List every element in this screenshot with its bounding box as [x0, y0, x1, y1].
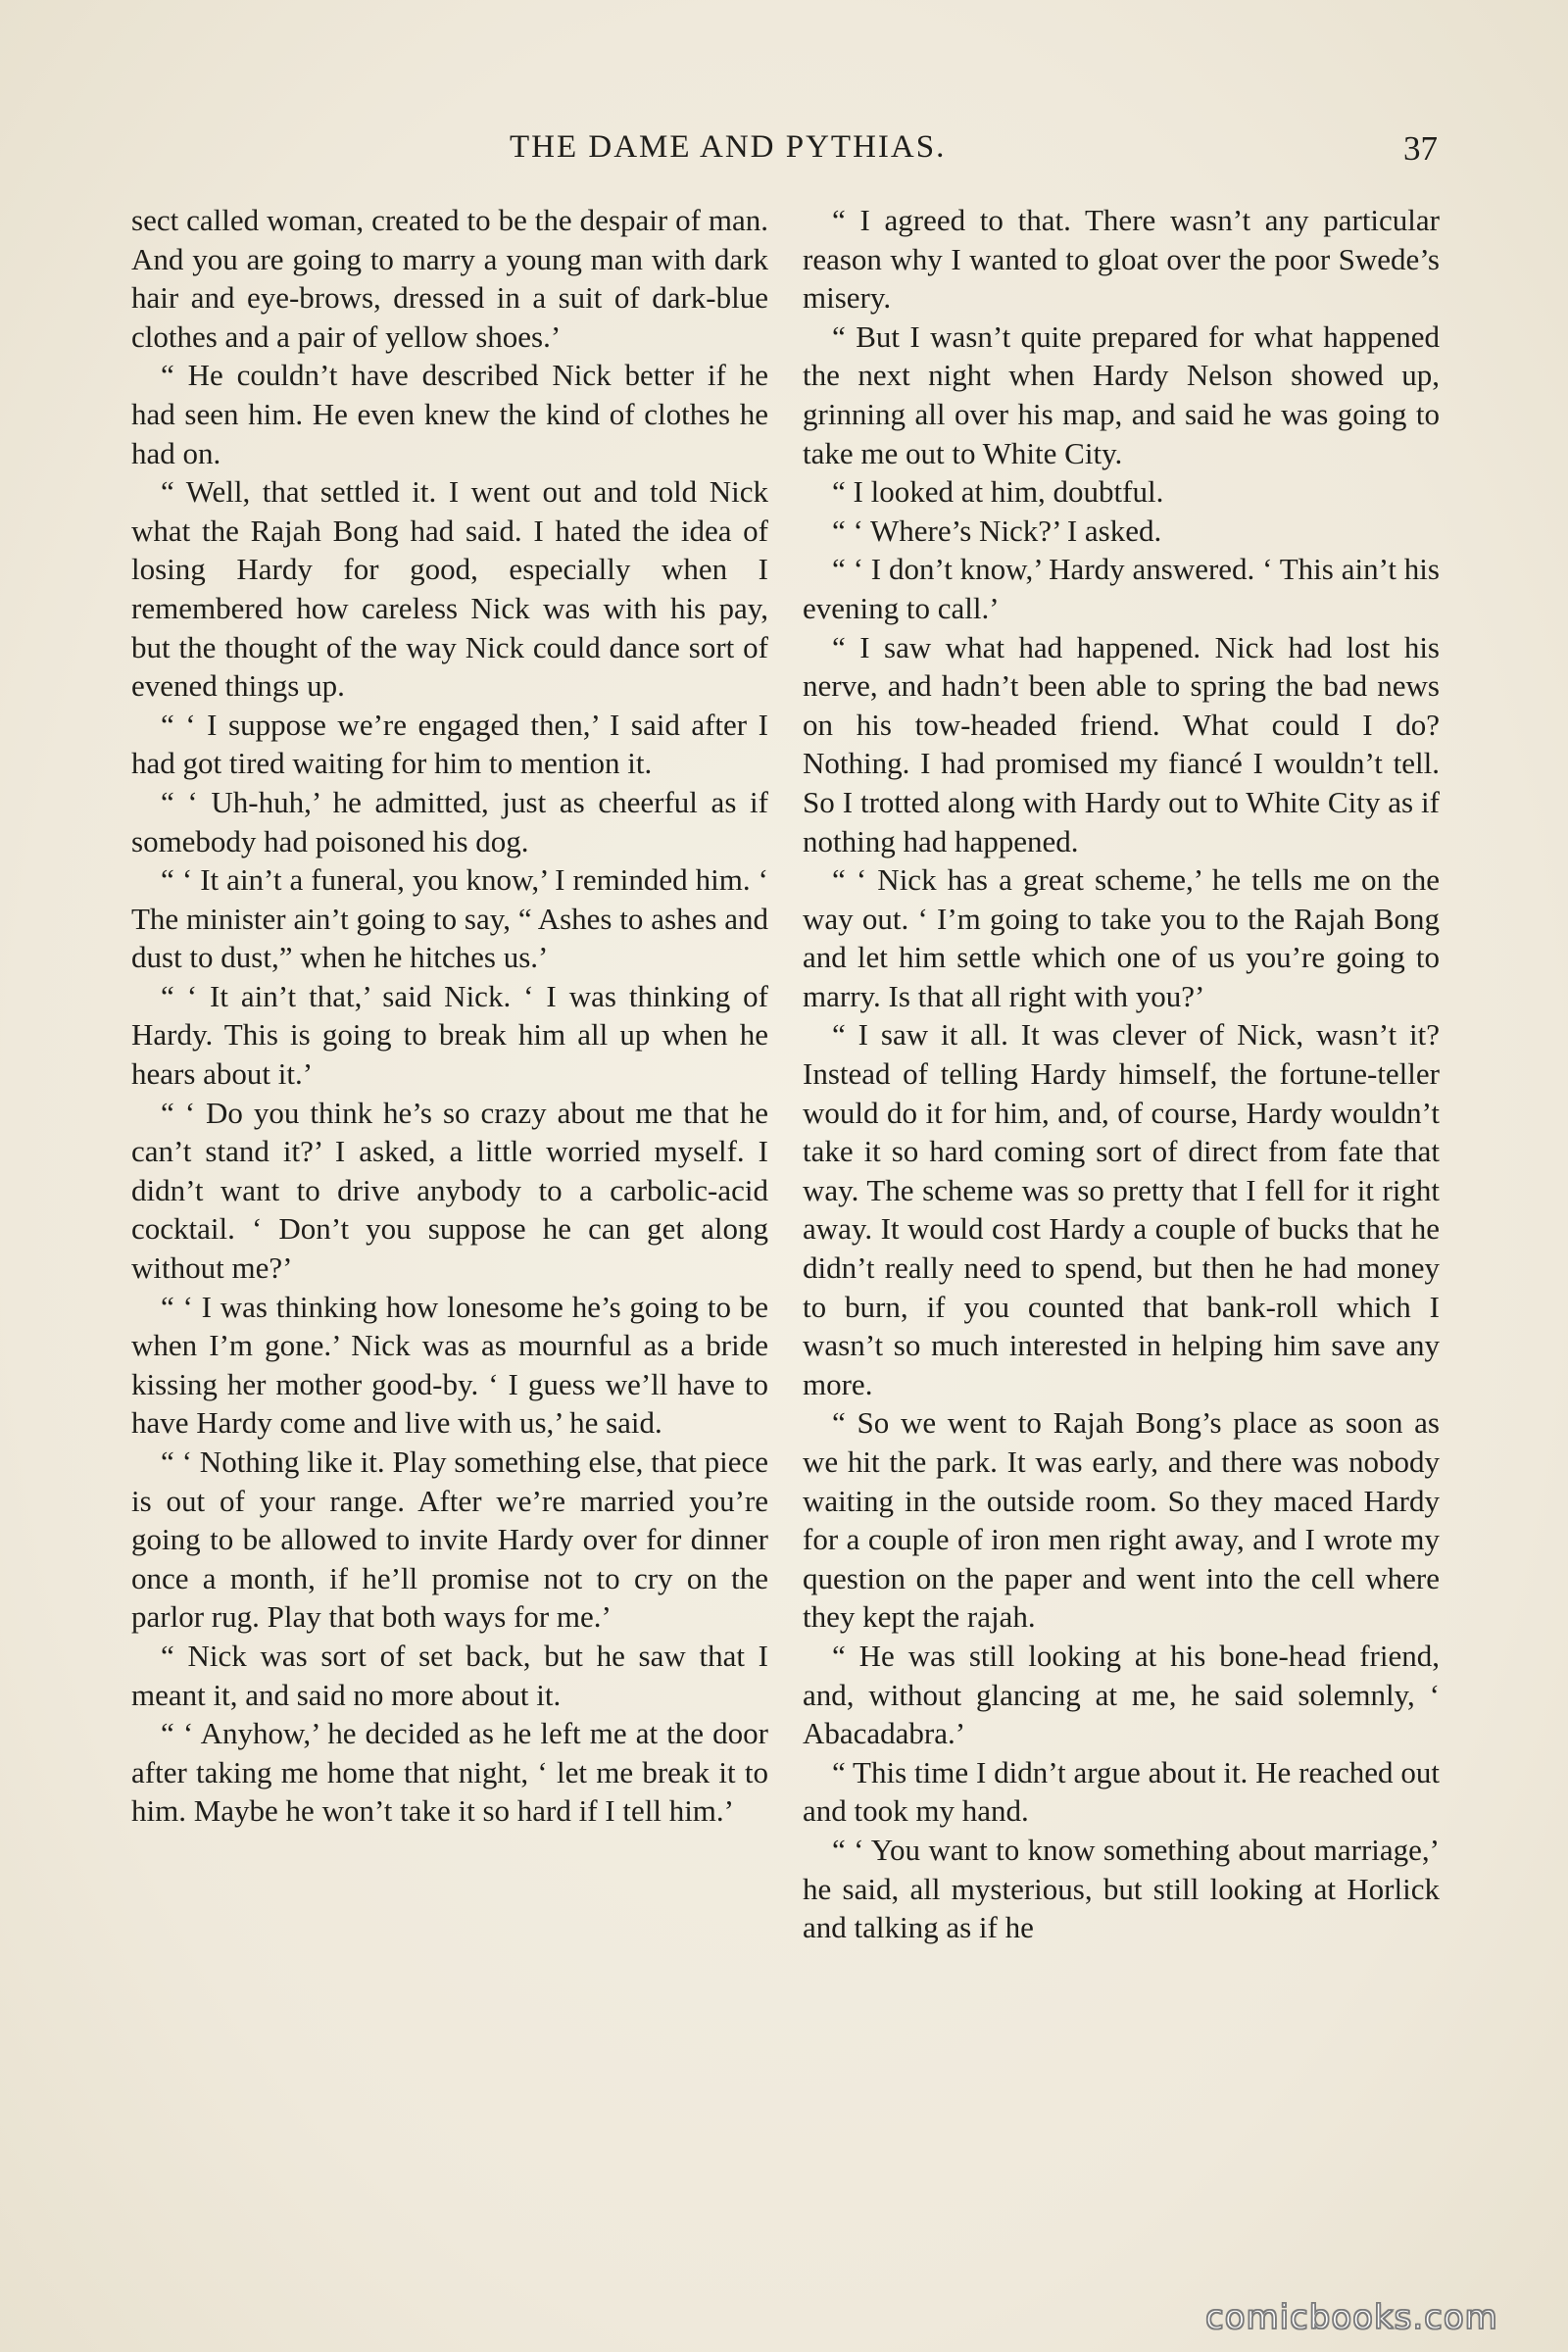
right-column — [803, 201, 1440, 1947]
paragraph: “ This time I didn’t argue about it. He reached out and took my hand. — [803, 1754, 1440, 1829]
paragraph: “ Well, that settled it. I went out and told Nick what the Rajah Bong had said. I hated the idea of losing Hardy for good, especially when I remembered how careless Nick was with his pay, but the thought of the way Nick could dance sort of evened things up. — [131, 474, 768, 704]
paragraph: “ So we went to Rajah Bong’s place as soon as we hit the park. It was early, and there was nobody waiting in the outside room. So they maced Hardy for a couple of iron men right away, and I wrote my question on the paper and went into the cell where they kept the rajah. — [803, 1405, 1440, 1635]
paragraph: “ ‘ Anyhow,’ he decided as he left me at the door after taking me home that night, ‘ let me break it to him. Maybe he won’t take it so hard if I tell him.’ — [131, 1716, 768, 1829]
paragraph: “ I agreed to that. There wasn’t any particular reason why I wanted to gloat over the poor Swede’s misery. — [803, 203, 1440, 316]
paragraph: “ ‘ Nothing like it. Play something else, that piece is out of your range. After we’re married you’re going to be allowed to invite Hardy over for dinner once a month, if he’ll promise not to cry on the parlor rug. Play that both ways for me.’ — [131, 1445, 768, 1635]
paragraph: “ ‘ Where’s Nick?’ I asked. — [832, 513, 1162, 548]
paragraph: “ ‘ It ain’t a funeral, you know,’ I reminded him. ‘ The minister ain’t going to say, “ Ashes to ashes and dust to dust,” when he hitches us.’ — [131, 862, 768, 975]
paragraph: “ ‘ I suppose we’re engaged then,’ I said after I had got tired waiting for him to mention it. — [131, 707, 768, 781]
paragraph: “ Nick was sort of set back, but he saw that I meant it, and said no more about it. — [131, 1638, 768, 1712]
paragraph: “ He couldn’t have described Nick better if he had seen him. He even knew the kind of clothes he had on. — [131, 358, 768, 470]
watermark-logo: comicbooks.com — [1205, 2298, 1498, 2337]
paragraph: “ I looked at him, doubtful. — [832, 474, 1164, 510]
running-head: THE DAME AND PYTHIAS. — [510, 129, 947, 165]
paragraph: “ But I wasn’t quite prepared for what happened the next night when Hardy Nelson showed up, grinning all over his map, and said he was going to take me out to White City. — [803, 318, 1440, 470]
paragraph: “ ‘ It ain’t that,’ said Nick. ‘ I was thinking of Hardy. This is going to break him all up when he hears about it.’ — [131, 978, 768, 1092]
paragraph: “ ‘ Do you think he’s so crazy about me that he can’t stand it?’ I asked, a little worried myself. I didn’t want to drive anybody to a carbolic-acid cocktail. ‘ Don’t you suppose he can get along without me?’ — [131, 1095, 768, 1286]
paragraph: “ He was still looking at his bone-head friend, and, without glancing at me, he said solemnly, ‘ Abacadabra.’ — [803, 1638, 1440, 1751]
paragraph: “ ‘ You want to know something about marriage,’ he said, all mysterious, but still looking at Horlick and talking as if he — [803, 1832, 1440, 1945]
paragraph: “ ‘ Nick has a great scheme,’ he tells me on the way out. ‘ I’m going to take you to the Rajah Bong and let him settle which one of us you’re going to marry. Is that all right with you?’ — [803, 862, 1440, 1013]
page-number: 37 — [1403, 129, 1438, 168]
paragraph: “ I saw it all. It was clever of Nick, wasn’t it? Instead of telling Hardy himself, the fortune-teller would do it for him, and, of course, Hardy wouldn’t take it so hard coming sort of direct from fate that way. The scheme was so pretty that I fell for it right away. It would cost Hardy a couple of bucks that he didn’t really need to spend, but then he had money to burn, if you counted that bank-roll which I wasn’t so much interested in helping him save any more. — [803, 1017, 1440, 1401]
paragraph: “ ‘ Uh-huh,’ he admitted, just as cheerful as if somebody had poisoned his dog. — [131, 784, 768, 858]
paragraph: “ ‘ I was thinking how lonesome he’s going to be when I’m gone.’ Nick was as mournful as a bride kissing her mother good-by. ‘ I guess we’ll have to have Hardy come and live with us,’ he said. — [131, 1289, 768, 1441]
paragraph: sect called woman, created to be the despair of man. And you are going to marry a young man with dark hair and eye-brows, dressed in a suit of dark-blue clothes and a pair of yellow shoes.’ — [131, 203, 768, 354]
left-column — [131, 201, 768, 1831]
paragraph: “ I saw what had happened. Nick had lost his nerve, and hadn’t been able to spring the bad news on his tow-headed friend. What could I do? Nothing. I had promised my fiancé I wouldn’t tell. So I trotted along with Hardy out to White City as if nothing had happened. — [803, 629, 1440, 858]
paragraph: “ ‘ I don’t know,’ Hardy answered. ‘ This ain’t his evening to call.’ — [803, 552, 1440, 625]
